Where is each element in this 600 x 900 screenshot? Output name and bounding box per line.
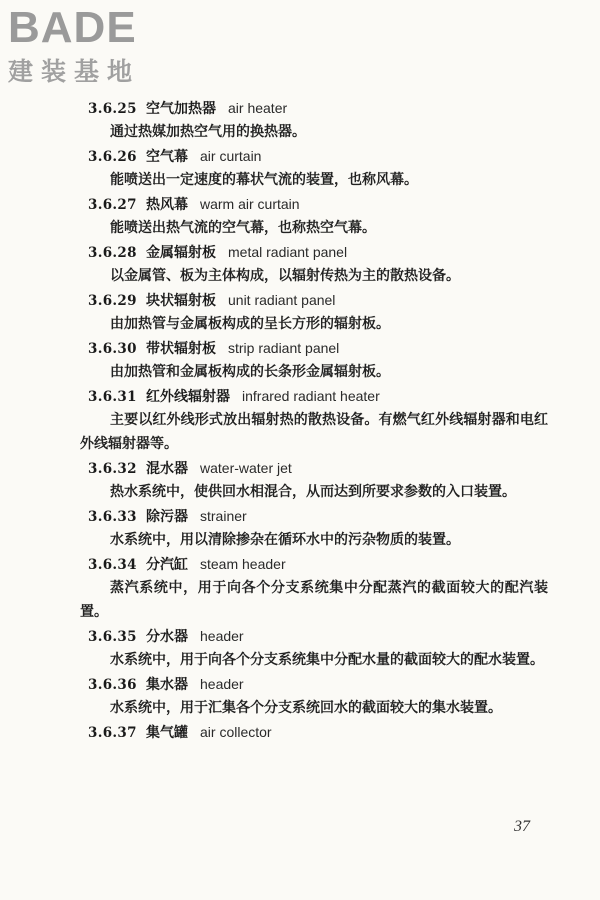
term-chinese: 红外线辐射器 bbox=[146, 389, 230, 405]
term-number: 3.6.31 bbox=[88, 389, 137, 405]
term-english: water-water jet bbox=[200, 460, 292, 476]
term-chinese: 分汽缸 bbox=[146, 557, 188, 573]
term-definition: 蒸汽系统中，用于向各个分支系统集中分配蒸汽的截面较大的配汽装置。 bbox=[80, 580, 548, 620]
term-english: air collector bbox=[200, 724, 272, 740]
logo-chinese-text: 建装基地 bbox=[8, 57, 141, 86]
term-english: strainer bbox=[200, 508, 247, 524]
term-english: steam header bbox=[200, 556, 286, 572]
term-english: air heater bbox=[228, 100, 288, 116]
term-number: 3.6.33 bbox=[88, 509, 137, 525]
term-number: 3.6.29 bbox=[88, 293, 137, 309]
term-entry bbox=[88, 336, 548, 384]
term-definition: 以金属管、板为主体构成，以辐射传热为主的散热设备。 bbox=[110, 268, 460, 284]
term-chinese: 混水器 bbox=[146, 461, 188, 477]
term-number: 3.6.27 bbox=[88, 197, 137, 213]
page-number: 37 bbox=[514, 818, 530, 835]
term-chinese: 集水器 bbox=[146, 677, 188, 693]
term-entry bbox=[88, 240, 548, 288]
term-english: unit radiant panel bbox=[228, 292, 336, 308]
term-chinese: 热风幕 bbox=[146, 197, 188, 213]
term-english: strip radiant panel bbox=[228, 340, 340, 356]
term-definition: 能喷送出热气流的空气幕，也称热空气幕。 bbox=[110, 220, 376, 236]
term-entry bbox=[88, 456, 548, 504]
term-entry bbox=[88, 672, 548, 720]
term-entry bbox=[88, 144, 548, 192]
term-chinese: 块状辐射板 bbox=[146, 293, 216, 309]
term-list bbox=[80, 96, 548, 744]
term-english: header bbox=[200, 676, 244, 692]
term-definition: 水系统中，用于汇集各个分支系统回水的截面较大的集水装置。 bbox=[110, 700, 502, 716]
term-number: 3.6.32 bbox=[88, 461, 137, 477]
term-definition: 水系统中，用于向各个分支系统集中分配水量的截面较大的配水装置。 bbox=[110, 652, 544, 668]
term-number: 3.6.34 bbox=[88, 557, 137, 573]
term-number: 3.6.25 bbox=[88, 101, 137, 117]
term-entry bbox=[88, 504, 548, 552]
term-definition: 由加热管和金属板构成的长条形金属辐射板。 bbox=[110, 364, 390, 380]
term-definition: 能喷送出一定速度的幕状气流的装置，也称风幕。 bbox=[110, 172, 418, 188]
term-number: 3.6.30 bbox=[88, 341, 137, 357]
term-definition: 主要以红外线形式放出辐射热的散热设备。有燃气红外线辐射器和电红外线辐射器等。 bbox=[80, 412, 548, 452]
term-chinese: 除污器 bbox=[146, 509, 188, 525]
term-english: metal radiant panel bbox=[228, 244, 348, 260]
term-entry bbox=[80, 552, 548, 624]
term-entry bbox=[88, 288, 548, 336]
term-number: 3.6.36 bbox=[88, 677, 137, 693]
term-definition: 水系统中，用以清除掺杂在循环水中的污杂物质的装置。 bbox=[110, 532, 460, 548]
term-entry bbox=[88, 624, 548, 672]
term-entry bbox=[88, 96, 548, 144]
bade-logo bbox=[8, 3, 178, 86]
term-chinese: 分水器 bbox=[146, 629, 188, 645]
term-chinese: 带状辐射板 bbox=[146, 341, 216, 357]
logo-wordmark: BADE bbox=[8, 3, 137, 52]
term-chinese: 空气幕 bbox=[146, 149, 188, 165]
term-number: 3.6.28 bbox=[88, 245, 137, 261]
term-chinese: 金属辐射板 bbox=[146, 245, 216, 261]
term-number: 3.6.37 bbox=[88, 725, 137, 741]
term-definition: 由加热管与金属板构成的呈长方形的辐射板。 bbox=[110, 316, 390, 332]
term-definition: 热水系统中，使供回水相混合，从而达到所要求参数的入口装置。 bbox=[110, 484, 516, 500]
term-english: air curtain bbox=[200, 148, 262, 164]
term-definition: 通过热媒加热空气用的换热器。 bbox=[110, 124, 306, 140]
term-entry bbox=[80, 384, 548, 456]
term-entry bbox=[88, 192, 548, 240]
term-english: header bbox=[200, 628, 244, 644]
term-number: 3.6.35 bbox=[88, 629, 137, 645]
term-english: warm air curtain bbox=[200, 196, 300, 212]
term-chinese: 空气加热器 bbox=[146, 101, 216, 117]
term-chinese: 集气罐 bbox=[146, 725, 188, 741]
term-english: infrared radiant heater bbox=[242, 388, 380, 404]
term-entry bbox=[88, 720, 548, 744]
term-number: 3.6.26 bbox=[88, 149, 137, 165]
